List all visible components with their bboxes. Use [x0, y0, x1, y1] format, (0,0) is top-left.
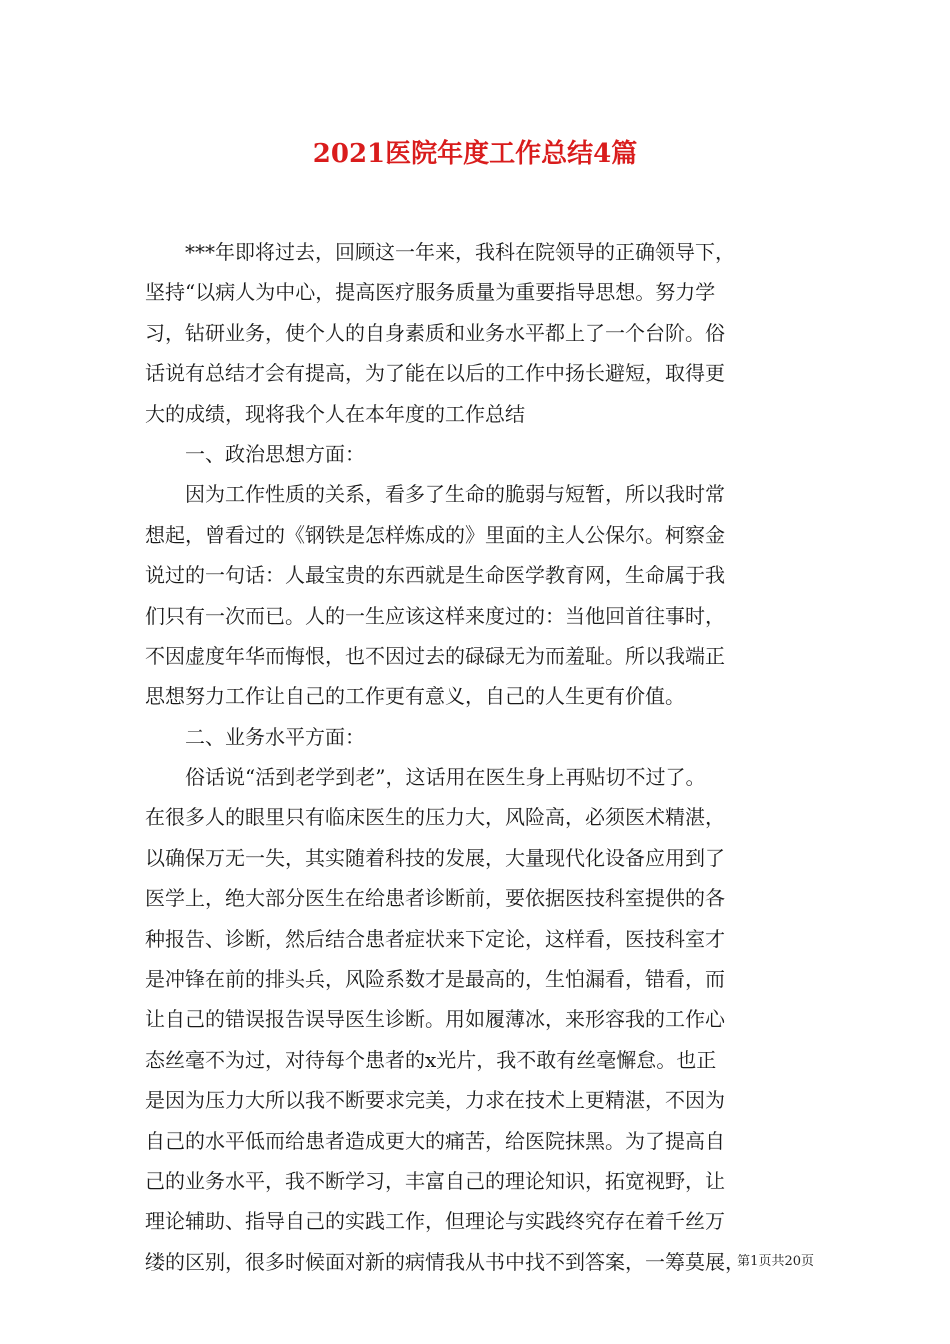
section-heading: 二、业务水平方面：: [145, 724, 365, 749]
page-number: 第1页共20页: [737, 1254, 814, 1269]
text-line: 不因虚度年华而悔恨，也不因过去的碌碌无为而羞耻。所以我端正: [145, 643, 725, 668]
text-line: 让自己的错误报告误导医生诊断。用如履薄冰，来形容我的工作心: [145, 1007, 725, 1032]
text-line: ***年即将过去，回顾这一年来，我科在院领导的正确领导下，: [145, 240, 735, 264]
text-line: 理论辅助、指导自己的实践工作，但理论与实践终究存在着千丝万: [145, 1209, 725, 1234]
text-line: 习，钻研业务，使个人的自身素质和业务水平都上了一个台阶。俗: [145, 320, 725, 345]
text-line: 话说有总结才会有提高，为了能在以后的工作中扬长避短，取得更: [145, 361, 725, 386]
text-line: 己的业务水平，我不断学习，丰富自己的理论知识，拓宽视野，让: [145, 1168, 725, 1193]
document-title: 2021医院年度工作总结4篇: [312, 139, 638, 169]
text-line: 是冲锋在前的排头兵，风险系数才是最高的，生怕漏看，错看，而: [145, 967, 725, 992]
text-line: 想起，曾看过的《钢铁是怎样炼成的》里面的主人公保尔。柯察金: [145, 522, 725, 547]
text-line: 坚持“以病人为中心，提高医疗服务质量为重要指导思想。努力学: [145, 280, 716, 305]
text-line: 态丝毫不为过，对待每个患者的x光片，我不敢有丝毫懈怠。也正: [145, 1047, 717, 1072]
text-line: 大的成绩，现将我个人在本年度的工作总结: [145, 401, 525, 426]
text-line: 缕的区别，很多时候面对新的病情我从书中找不到答案，一筹莫展，: [145, 1249, 745, 1274]
section-heading: 一、政治思想方面：: [145, 441, 365, 466]
text-line: 在很多人的眼里只有临床医生的压力大，风险高，必须医术精湛，: [145, 805, 725, 830]
text-line: 自己的水平低而给患者造成更大的痛苦，给医院抹黑。为了提高自: [145, 1128, 725, 1153]
text-line: 说过的一句话：人最宝贵的东西就是生命医学教育网，生命属于我: [145, 563, 725, 588]
text-line: 因为工作性质的关系，看多了生命的脆弱与短暂，所以我时常: [145, 482, 725, 507]
text-line: 是因为压力大所以我不断要求完美，力求在技术上更精湛，不因为: [145, 1088, 725, 1113]
text-line: 医学上，绝大部分医生在给患者诊断前，要依据医技科室提供的各: [145, 886, 725, 911]
text-line: 种报告、诊断，然后结合患者症状来下定论，这样看，医技科室才: [145, 926, 725, 951]
text-line: 俗话说“活到老学到老”，这话用在医生身上再贴切不过了。: [145, 765, 706, 790]
document-body: [145, 236, 810, 1286]
text-line: 们只有一次而已。人的一生应该这样来度过的：当他回首往事时，: [145, 603, 725, 628]
text-line: 以确保万无一失，其实随着科技的发展，大量现代化设备应用到了: [145, 845, 725, 870]
text-line: 思想努力工作让自己的工作更有意义，自己的人生更有价值。: [145, 684, 685, 709]
